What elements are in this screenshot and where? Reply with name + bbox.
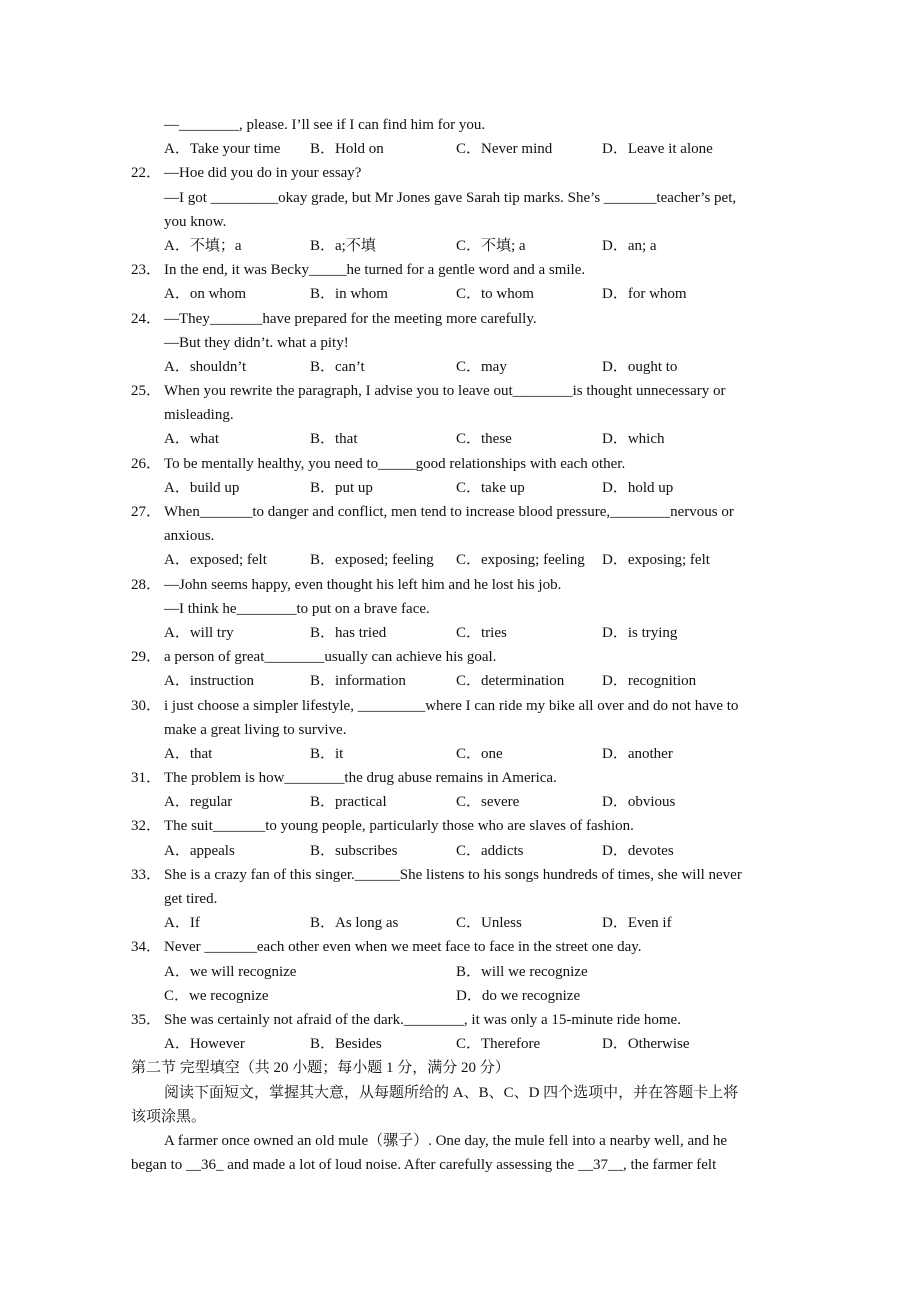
q34-options-row2	[131, 984, 791, 1008]
passage-line2	[131, 1153, 791, 1177]
q31-line1	[131, 766, 791, 790]
q28-option-c: C．tries	[456, 624, 507, 641]
q35-number: 35．	[131, 1011, 162, 1028]
q34-option-b: B．will we recognize	[456, 963, 588, 980]
q35-option-b: B．Besides	[310, 1036, 382, 1053]
q34-number: 34．	[131, 939, 162, 956]
q25-line1	[131, 379, 791, 403]
q24-option-a: A．shouldn’t	[164, 358, 247, 375]
section2-title: 第二节 完型填空（共 20 小题；每小题 1 分，满分 20 分）	[131, 1060, 510, 1077]
q30-line2: make a great living to survive.	[164, 721, 347, 738]
passage-line1: A farmer once owned an old mule（骡子）. One day, the mule fell into a nearby well, and he	[164, 1132, 728, 1149]
q28-line1	[131, 573, 791, 597]
q33-number: 33．	[131, 866, 162, 883]
q26-text: To be mentally healthy, you need to_____good relationships with each other.	[164, 455, 626, 472]
q30-option-a: A．that	[164, 745, 213, 762]
q32-option-b: B．subscribes	[310, 842, 398, 859]
q21-option-d: D．Leave it alone	[602, 141, 713, 158]
q22-options	[131, 234, 791, 258]
q21-options	[131, 137, 791, 161]
q24-number: 24．	[131, 310, 162, 327]
q32-line1	[131, 814, 791, 838]
q28-text: —John seems happy, even thought his left him and he lost his job.	[164, 576, 562, 593]
q33-option-b: B．As long as	[310, 915, 399, 932]
q34-line1	[131, 935, 791, 959]
q32-option-c: C．addicts	[456, 842, 524, 859]
q30-option-c: C．one	[456, 745, 503, 762]
q31-text: The problem is how________the drug abuse remains in America.	[164, 770, 557, 787]
q26-option-c: C．take up	[456, 479, 525, 496]
q28-options	[131, 621, 791, 645]
q35-option-a: A．However	[164, 1036, 245, 1053]
q26-options	[131, 476, 791, 500]
q23-option-b: B．in whom	[310, 286, 388, 303]
q25-number: 25．	[131, 383, 162, 400]
q29-option-c: C．determination	[456, 673, 565, 690]
q28-option-b: B．has tried	[310, 624, 387, 641]
q32-options	[131, 839, 791, 863]
q31-option-c: C．severe	[456, 794, 520, 811]
q26-line1	[131, 452, 791, 476]
q32-option-d: D．devotes	[602, 842, 674, 859]
q24-option-d: D．ought to	[602, 358, 678, 375]
q22-line1	[131, 161, 791, 185]
q25-line2: misleading.	[164, 407, 234, 424]
q31-option-d: D．obvious	[602, 794, 676, 811]
q25-option-a: A．what	[164, 431, 219, 448]
q23-text: In the end, it was Becky_____he turned for a gentle word and a smile.	[164, 262, 586, 279]
q33-option-a: A．If	[164, 915, 200, 932]
passage-line2-part3: , the farmer felt	[622, 1157, 717, 1174]
q22-option-d: D．an; a	[602, 237, 657, 254]
q23-line1	[131, 258, 791, 282]
q29-option-a: A．instruction	[164, 673, 254, 690]
q33-text: She is a crazy fan of this singer.______She listens to his songs hundreds of times, she will never	[164, 866, 742, 883]
q35-text: She was certainly not afraid of the dark.________, it was only a 15-minute ride home.	[164, 1011, 681, 1028]
blank-36: __36_	[185, 1157, 224, 1174]
q27-option-c: C．exposing; feeling	[456, 552, 585, 569]
q22-number: 22．	[131, 165, 162, 182]
q30-option-b: B．it	[310, 745, 344, 762]
q22-option-c: C．不填; a	[456, 237, 526, 254]
exam-page	[131, 113, 791, 1177]
q33-options	[131, 911, 791, 935]
q29-option-d: D．recognition	[602, 673, 697, 690]
q23-option-d: D．for whom	[602, 286, 687, 303]
q29-options	[131, 669, 791, 693]
q22-line3: you know.	[164, 213, 227, 230]
q30-line1	[131, 694, 791, 718]
blank-37: __37__	[577, 1157, 623, 1174]
q25-text: When you rewrite the paragraph, I advise you to leave out________is thought unnecessary or	[164, 383, 726, 400]
q30-number: 30．	[131, 697, 162, 714]
q29-option-b: B．information	[310, 673, 406, 690]
q26-option-a: A．build up	[164, 479, 240, 496]
q34-option-c: C．we recognize	[164, 987, 269, 1004]
q30-option-d: D．another	[602, 745, 673, 762]
q25-options	[131, 427, 791, 451]
q22-option-b: B．a;不填	[310, 237, 376, 254]
q27-line1	[131, 500, 791, 524]
section2-instruction-line2: 该项涂黑。	[131, 1108, 207, 1125]
q28-option-d: D．is trying	[602, 624, 678, 641]
q22-line2: —I got _________okay grade, but Mr Jones gave Sarah tip marks. She’s _______teacher’s pet,	[164, 189, 737, 206]
q31-option-a: A．regular	[164, 794, 233, 811]
q25-option-c: C．these	[456, 431, 512, 448]
q33-option-c: C．Unless	[456, 915, 522, 932]
q34-option-a: A．we will recognize	[164, 963, 297, 980]
q21-response-line: —________, please. I’ll see if I can find him for you.	[164, 117, 486, 133]
q35-option-c: C．Therefore	[456, 1036, 541, 1053]
q28-number: 28．	[131, 576, 162, 593]
q30-options	[131, 742, 791, 766]
q33-line1	[131, 863, 791, 887]
q27-text: When_______to danger and conflict, men tend to increase blood pressure,________nervous or	[164, 504, 734, 520]
q26-option-b: B．put up	[310, 479, 373, 496]
q23-option-c: C．to whom	[456, 286, 534, 303]
q24-option-b: B．can’t	[310, 358, 365, 375]
q29-number: 29．	[131, 649, 162, 666]
q23-option-a: A．on whom	[164, 286, 247, 303]
q23-number: 23．	[131, 262, 162, 279]
section2-instruction-line1: 阅读下面短文，掌握其大意，从每题所给的 A、B、C、D 四个选项中，并在答题卡上将	[164, 1084, 739, 1101]
q35-option-d: D．Otherwise	[602, 1036, 690, 1053]
q31-option-b: B．practical	[310, 794, 387, 811]
q24-line2: —But they didn’t. what a pity!	[164, 334, 349, 351]
q32-number: 32．	[131, 818, 162, 835]
q30-text: i just choose a simpler lifestyle, _________where I can ride my bike all over and do not have to	[164, 697, 739, 714]
q32-option-a: A．appeals	[164, 842, 235, 859]
q27-line2: anxious.	[164, 528, 215, 545]
q34-text: Never _______each other even when we meet face to face in the street one day.	[164, 939, 642, 956]
q33-option-d: D．Even if	[602, 915, 672, 932]
q35-options	[131, 1032, 791, 1056]
q26-number: 26．	[131, 455, 162, 472]
q31-number: 31．	[131, 770, 162, 787]
q23-options	[131, 282, 791, 306]
q22-text: —Hoe did you do in your essay?	[164, 165, 362, 182]
q33-line2: get tired.	[164, 891, 218, 907]
q26-option-d: D．hold up	[602, 479, 674, 496]
q25-option-d: D．which	[602, 431, 665, 448]
q27-option-b: B．exposed; feeling	[310, 552, 434, 569]
q22-option-a: A．不填；a	[164, 237, 242, 254]
q29-text: a person of great________usually can achieve his goal.	[164, 649, 497, 666]
q24-line1	[131, 307, 791, 331]
q24-text: —They_______have prepared for the meeting more carefully.	[164, 310, 537, 327]
q34-options-row1	[131, 960, 791, 984]
q28-option-a: A．will try	[164, 624, 234, 641]
q32-text: The suit_______to young people, particularly those who are slaves of fashion.	[164, 818, 634, 835]
q35-line1	[131, 1008, 791, 1032]
q28-line2: —I think he________to put on a brave face.	[164, 600, 430, 617]
passage-line2-part2: and made a lot of loud noise. After carefully assessing the	[223, 1157, 578, 1174]
q29-line1	[131, 645, 791, 669]
q27-option-d: D．exposing; felt	[602, 552, 710, 569]
q24-option-c: C．may	[456, 358, 507, 375]
q27-options	[131, 548, 791, 572]
q27-number: 27．	[131, 504, 162, 520]
q24-options	[131, 355, 791, 379]
q21-option-c: C．Never mind	[456, 141, 553, 158]
q25-option-b: B．that	[310, 431, 358, 448]
passage-line2-part1: began to	[131, 1157, 186, 1174]
q31-options	[131, 790, 791, 814]
q21-option-b: B．Hold on	[310, 141, 384, 158]
q34-option-d: D．do we recognize	[456, 987, 581, 1004]
q21-option-a: A．Take your time	[164, 141, 281, 158]
q27-option-a: A．exposed; felt	[164, 552, 267, 569]
